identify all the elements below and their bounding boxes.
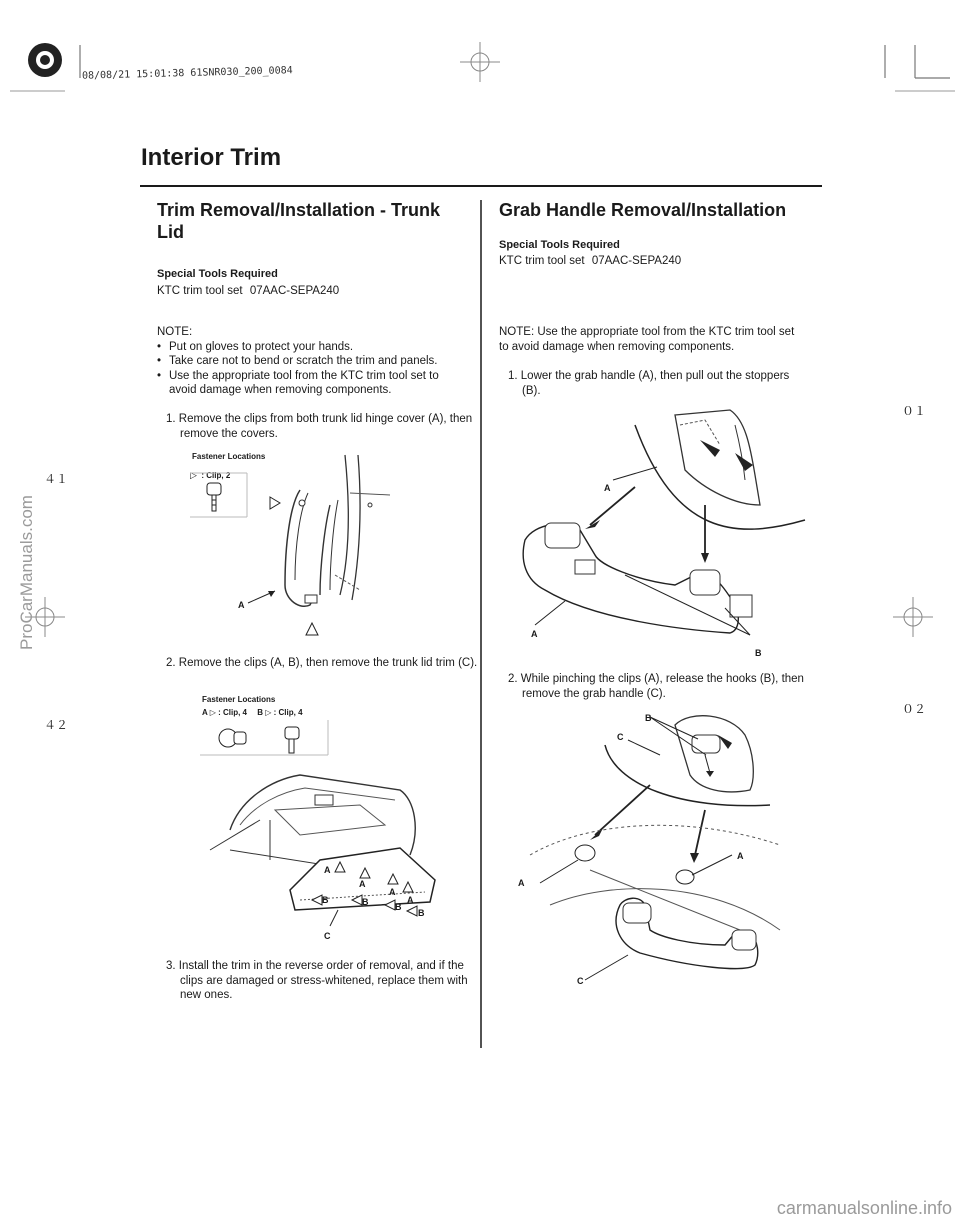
label-a-close-up: A	[604, 483, 611, 493]
fastener-legend-ab: A ▷ : Clip, 4 B ▷ : Clip, 4	[202, 708, 303, 717]
fastener-locations-title-2: Fastener Locations	[202, 695, 276, 704]
label-b-stoppers: B	[755, 648, 762, 658]
trunk-lid-trim-illustration	[200, 720, 450, 950]
section-heading-trunk-lid: Trim Removal/Installation - Trunk Lid	[157, 200, 441, 242]
hinge-cover-illustration	[190, 445, 430, 645]
tool-line-right	[499, 254, 681, 269]
note-block-left	[157, 325, 467, 398]
label-c-handle: C	[577, 976, 584, 986]
label-c-trim: C	[324, 931, 331, 941]
note-right: NOTE: Use the appropriate tool from the KTC trim tool set to avoid damage when removing components.	[499, 326, 795, 353]
note-item: • Put on gloves to protect your hands.	[157, 340, 354, 353]
margin-code-right-top: ０１	[902, 404, 927, 418]
section-heading-grab-handle: Grab Handle Removal/Installation	[499, 200, 787, 220]
margin-code-left-top: ４１	[44, 472, 69, 486]
label-a-3: A	[389, 887, 396, 897]
special-tools-heading-right: Special Tools Required	[499, 239, 620, 251]
legend-a-letter: A	[202, 708, 208, 717]
grab-handle-removal-illustration	[510, 705, 810, 995]
label-a-hinge-cover: A	[238, 600, 245, 610]
step-2-right: 2. While pinching the clips (A), release the hooks (B), then remove the grab handle (C).	[508, 673, 804, 700]
note-label: NOTE:	[157, 326, 193, 338]
label-a-2: A	[359, 879, 366, 889]
step-1-right: 1. Lower the grab handle (A), then pull out the stoppers (B).	[508, 370, 790, 397]
fastener-legend-clip: ▷ : Clip, 2	[190, 470, 231, 480]
triangle-marker-icon: ▷	[209, 708, 216, 717]
step-2-left: 2. Remove the clips (A, B), then remove the trunk lid trim (C).	[166, 657, 478, 669]
label-a-1: A	[324, 865, 331, 875]
label-a-clip-left: A	[518, 878, 525, 888]
tool-name: KTC trim tool set	[157, 285, 243, 297]
tool-line-left	[157, 284, 339, 299]
grab-handle-stoppers-illustration	[505, 405, 805, 655]
step-3-left: 3. Install the trim in the reverse order of removal, and if the clips are damaged or stress-whitened, replace them with new ones.	[166, 960, 468, 1001]
fastener-locations-title: Fastener Locations	[192, 452, 266, 461]
page-title: Interior Trim	[141, 144, 282, 171]
note-item: • Take care not to bend or scratch the trim and panels.	[157, 355, 438, 367]
label-b-2: B	[362, 897, 369, 907]
print-timestamp: 08/08/21 15:01:38 61SNR030_200_0084	[81, 65, 293, 82]
tool-name: KTC trim tool set	[499, 255, 585, 267]
special-tools-heading-left: Special Tools Required	[157, 268, 278, 280]
label-b-4: B	[418, 908, 425, 918]
legend-b-letter: B	[257, 708, 264, 717]
margin-code-left-bottom: ４２	[44, 718, 69, 732]
label-c-close-up: C	[617, 732, 624, 742]
margin-code-right-bottom: ０２	[902, 702, 927, 716]
label-a-4: A	[407, 895, 414, 905]
label-b-hooks: B	[645, 713, 652, 723]
triangle-marker-icon: ▷	[265, 708, 272, 717]
note-item: • Use the appropriate tool from the KTC trim tool set to avoid damage when removing components.	[157, 369, 439, 396]
step-1-left: 1. Remove the clips from both trunk lid hinge cover (A), then remove the covers.	[166, 413, 473, 440]
tool-code: 07AAC-SEPA240	[591, 255, 682, 267]
watermark-bottom: carmanualsonline.info	[776, 1198, 952, 1218]
label-a-clip-right: A	[737, 851, 744, 861]
tool-code: 07AAC-SEPA240	[249, 285, 340, 297]
label-a-handle: A	[531, 629, 538, 639]
triangle-marker-icon: ▷	[190, 470, 197, 480]
watermark-left: ProCarManuals.com	[17, 495, 36, 650]
label-b-3: B	[395, 902, 402, 912]
label-b-1: B	[322, 895, 329, 905]
